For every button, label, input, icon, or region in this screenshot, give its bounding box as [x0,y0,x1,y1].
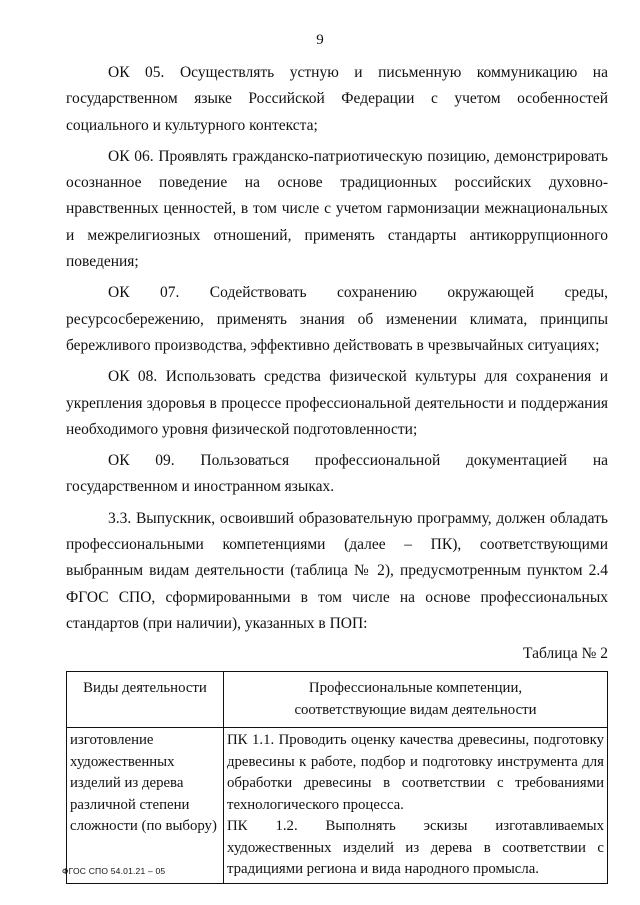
competency-pk-1-1: ПК 1.1. Проводить оценку качества древесины, подготовку древесины к работе, подбор и подготовку инструмента для обработки древесины в соответствии с требованиями технологического процесса. [227,732,604,813]
paragraph-ok07: ОК 07. Содействовать сохранению окружающей среды, ресурсосбережению, применять знания об изменении климата, принципы бережливого производства, эффективно действовать в чрезвычайных ситуациях; [66,284,608,354]
table-header-row [67,672,608,728]
activity-text: изготовление художественных изделий из дерева различной степени сложности (по выбору) [70,732,217,835]
paragraph-ok09: ОК 09. Пользоваться профессиональной документацией на государственном и иностранном языках. [66,452,608,496]
table-caption: Таблица № 2 [523,645,608,663]
header-competencies-line2: соответствующие видам деятельности [294,701,537,718]
competencies-table [66,671,608,884]
header-activity-label: Виды деятельности [83,680,207,697]
header-competencies [224,672,608,728]
header-activity [67,672,224,728]
paragraph-ok06: ОК 06. Проявлять гражданско-патриотическую позицию, демонстрировать осознанное поведение на основе традиционных российских духовно-нравственных ценностей, в том числе с учетом гармонизации межнациональных и межрелигиозных отношений, применять стандарты антикоррупционного поведения; [66,147,608,271]
activity-cell [67,728,224,884]
paragraph-3-3: 3.3. Выпускник, освоивший образовательную программу, должен обладать профессиональными компетенциями (далее – ПК), соответствующими выбранным видам деятельности (таблица № 2), предусмотренным пунктом 2.4 ФГОС СПО, сформированными в том числе на основе профессиональных стандартов (при наличии), указанных в ПОП: [66,509,608,632]
page-number: 9 [316,32,324,48]
paragraph-ok05: ОК 05. Осуществлять устную и письменную коммуникацию на государственном языке Российской Федерации с учетом особенностей социального и культурного контекста; [66,64,608,134]
paragraph-ok08: ОК 08. Использовать средства физической культуры для сохранения и укрепления здоровья в процессе профессиональной деятельности и поддержания необходимого уровня физической подготовленности; [66,368,608,438]
document-footer: ФГОС СПО 54.01.21 – 05 [62,866,166,876]
table-row [67,728,608,884]
competency-pk-1-2: ПК 1.2. Выполнять эскизы изготавливаемых художественных изделий из дерева в соответствии с традициями региона и вида народного промысла. [227,818,604,878]
header-competencies-line1: Профессиональные компетенции, [308,680,523,697]
competencies-cell [224,728,608,884]
document-body [66,60,608,884]
